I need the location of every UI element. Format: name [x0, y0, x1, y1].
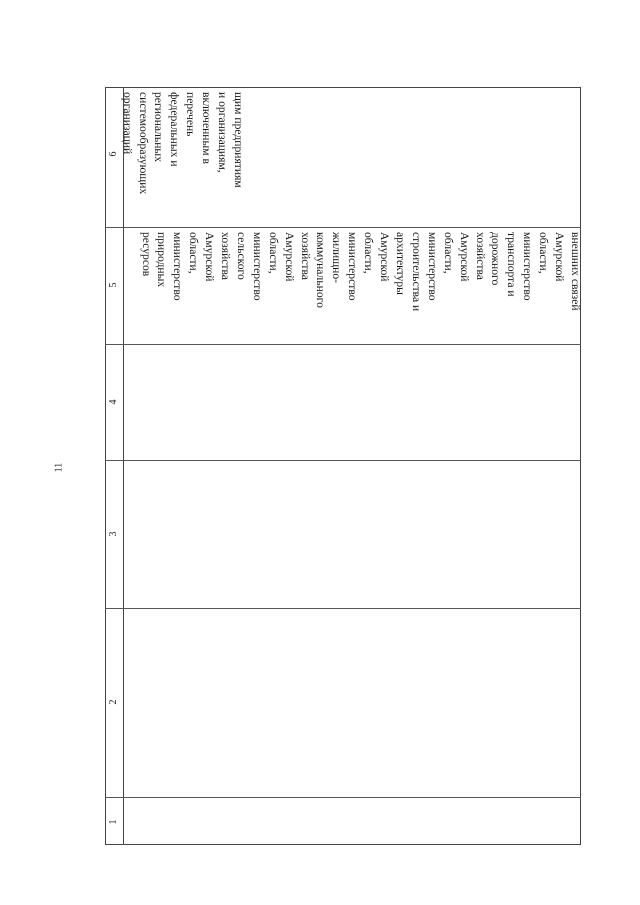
column-number-6: 6	[108, 151, 119, 157]
cell-line: транспорта и	[505, 232, 519, 297]
cell-line: хозяйства	[298, 232, 312, 280]
cell-line: Амурской	[378, 232, 392, 282]
column-number-2: 2	[108, 699, 119, 705]
header-row-divider	[123, 87, 124, 845]
cell-line: Амурской	[553, 232, 567, 282]
table	[105, 87, 581, 845]
column-divider	[105, 227, 581, 228]
cell-line: министерство	[521, 232, 535, 301]
cell-line: сельского	[234, 232, 248, 280]
cell-line: коммунального	[314, 232, 328, 308]
cell-line: министерство	[171, 232, 185, 301]
cell-line: перечень	[184, 92, 198, 137]
cell-line: министерство	[425, 232, 439, 301]
cell-line: включенным в	[200, 92, 214, 164]
column-number-1: 1	[108, 819, 119, 825]
column-divider	[105, 608, 581, 609]
cell-line: министерство	[250, 232, 264, 301]
cell-line: щим предприятиям	[232, 92, 245, 188]
column-divider	[105, 797, 581, 798]
cell-column-5	[138, 232, 583, 311]
column-number-4: 4	[108, 399, 119, 405]
cell-line: дорожного	[489, 232, 503, 286]
column-number-3: 3	[108, 531, 119, 537]
cell-line: хозяйства	[473, 232, 487, 280]
cell-line: области,	[537, 232, 551, 274]
cell-line: ресурсов	[139, 232, 153, 277]
column-divider	[105, 460, 581, 461]
cell-column-6	[119, 92, 246, 194]
column-number-5: 5	[108, 282, 119, 288]
cell-line: области,	[187, 232, 201, 274]
cell-line: федеральных и	[168, 92, 182, 167]
page-number: 11	[53, 462, 65, 473]
cell-line: министерство	[346, 232, 360, 301]
cell-line: Амурской	[457, 232, 471, 282]
cell-line: системообразующих	[136, 92, 150, 195]
cell-line: природных	[155, 232, 169, 288]
cell-line: жилищно-	[330, 232, 344, 283]
cell-line: области,	[362, 232, 376, 274]
cell-line: организаций	[120, 92, 134, 155]
column-divider	[105, 344, 581, 345]
cell-line: Амурской	[203, 232, 217, 282]
cell-line: строительства и	[409, 232, 423, 312]
cell-line: Амурской	[282, 232, 296, 282]
cell-line: области,	[266, 232, 280, 274]
cell-line: хозяйства	[219, 232, 233, 280]
cell-line: внешних связей	[569, 232, 582, 311]
cell-line: области,	[441, 232, 455, 274]
cell-line: архитектуры	[394, 232, 408, 295]
cell-line: региональных	[152, 92, 166, 163]
cell-line: и организациям,	[216, 92, 230, 173]
